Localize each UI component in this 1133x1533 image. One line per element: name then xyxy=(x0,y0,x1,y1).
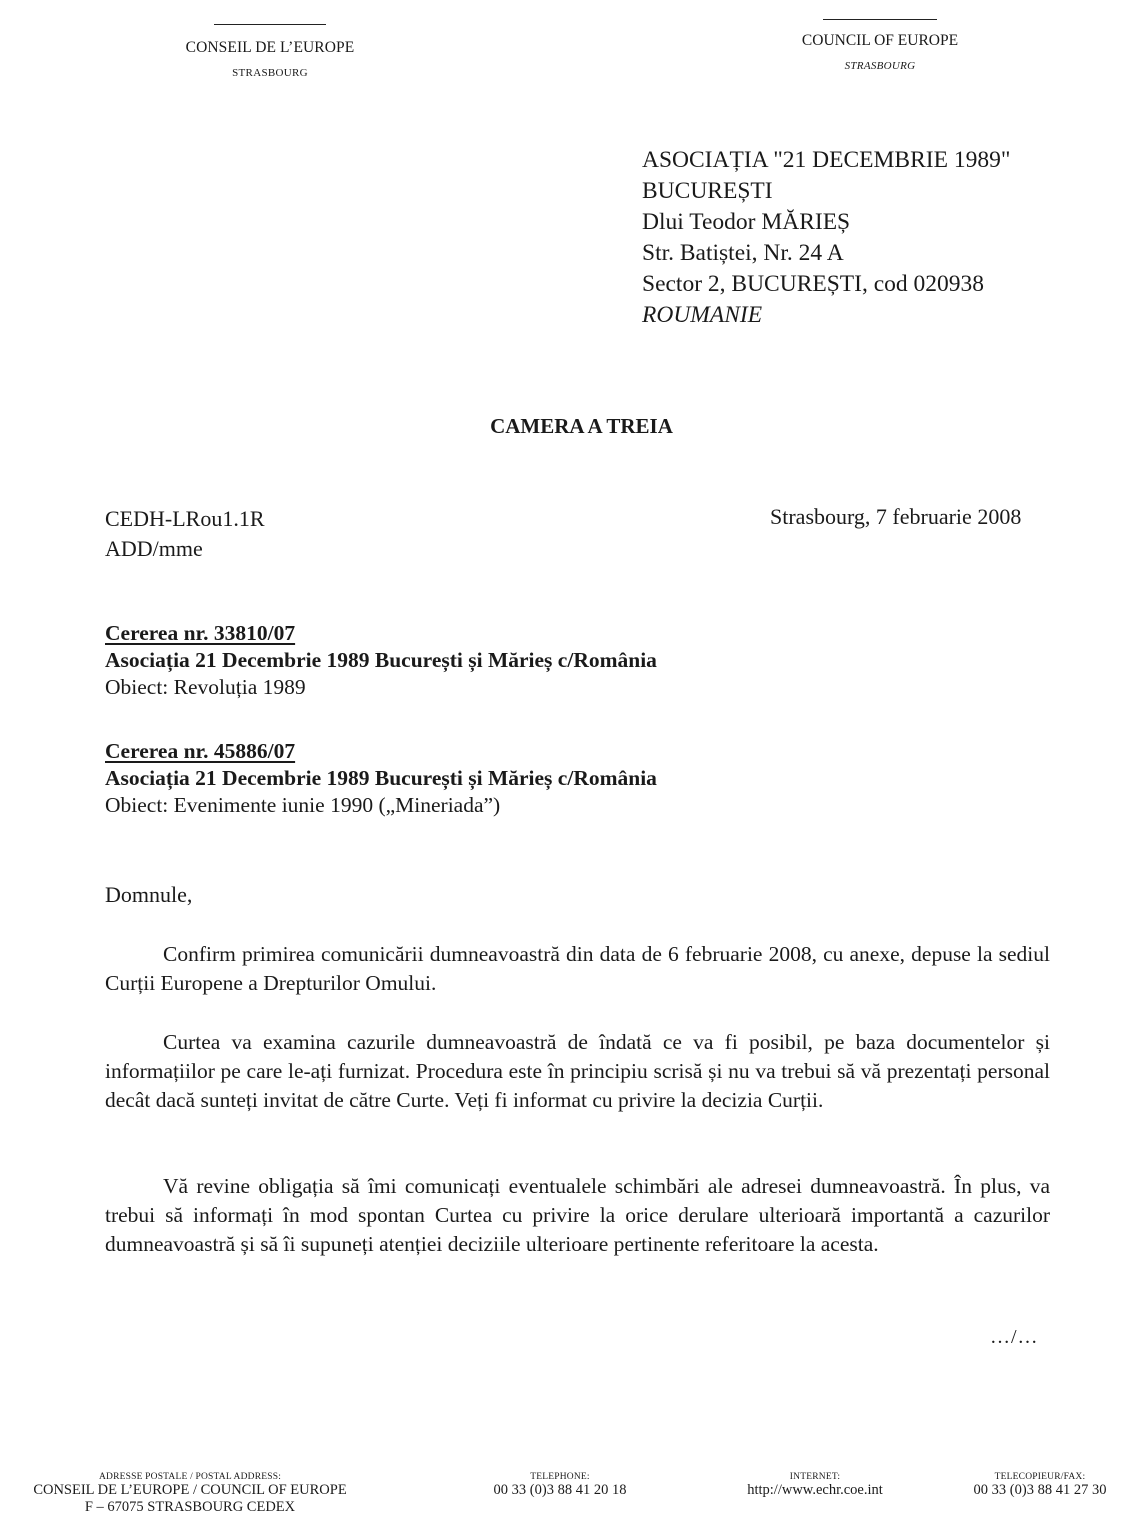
recipient-line: Dlui Teodor MĂRIEȘ xyxy=(642,209,851,235)
case-block xyxy=(105,620,657,701)
chamber-heading: CAMERA A TREIA xyxy=(490,414,673,438)
continuation-mark: …/… xyxy=(990,1326,1039,1348)
body-paragraph: Curtea va examina cazurile dumneavoastră de îndată ce va fi posibil, pe baza documentelor și informațiilor pe care le-ați furnizat. Procedura este în principiu scrisă și nu va trebui să vă prezentați personal decât dacă sunteți invitat de către Curte. Veți fi informat cu privire la decizia Curții. xyxy=(105,1030,1050,1112)
footer-postal-line: CONSEIL DE L’EUROPE / COUNCIL OF EUROPE xyxy=(33,1482,347,1498)
letterhead-city-fr: STRASBOURG xyxy=(232,67,308,79)
recipient-line: ASOCIAȚIA "21 DECEMBRIE 1989" xyxy=(642,147,1011,173)
case-subject: Obiect: Revoluția 1989 xyxy=(105,675,306,699)
reference-initials: ADD/mme xyxy=(105,536,203,561)
case-subject: Obiect: Evenimente iunie 1990 („Mineriada”) xyxy=(105,793,501,817)
footer-fax-value: 00 33 (0)3 88 41 27 30 xyxy=(973,1482,1107,1498)
letterhead-org-name-en: COUNCIL OF EUROPE xyxy=(801,32,959,49)
case-parties: Asociația 21 Decembrie 1989 București și Mărieș c/România xyxy=(105,766,657,790)
footer-internet-link[interactable]: http://www.echr.coe.int xyxy=(747,1482,883,1498)
footer-telephone-label: TELEPHONE: xyxy=(530,1472,590,1482)
footer-fax xyxy=(950,1472,1130,1499)
body-paragraph: Vă revine obligația să îmi comunicați eventualele schimbări ale adresei dumneavoastră. În plus, va trebui să informați în mod spontan Curtea cu privire la orice derulare ulterioară importantă a cazurilor dumneavoastră și să îi supuneți atenției deciziile ulterioare pertinente referitoare la acesta. xyxy=(105,1174,1050,1256)
recipient-line: Str. Batiștei, Nr. 24 A xyxy=(642,240,844,266)
letterhead-french xyxy=(150,24,390,79)
letterhead-rule xyxy=(214,24,326,25)
body-paragraph: Confirm primirea comunicării dumneavoastră din data de 6 februarie 2008, cu anexe, depuse la sediul Curții Europene a Drepturilor Omului. xyxy=(105,942,1050,995)
recipient-line: Sector 2, BUCUREȘTI, cod 020938 xyxy=(642,271,985,297)
case-parties: Asociația 21 Decembrie 1989 București și Mărieș c/România xyxy=(105,648,657,672)
letterhead-rule xyxy=(823,19,937,20)
footer-postal-label: ADRESSE POSTALE / POSTAL ADDRESS: xyxy=(98,1472,282,1482)
letterhead-english xyxy=(770,19,990,72)
reference-block xyxy=(105,504,265,564)
recipient-address xyxy=(642,145,1010,331)
footer-postal-address xyxy=(0,1472,380,1516)
salutation: Domnule, xyxy=(105,882,193,907)
footer-telephone xyxy=(460,1472,660,1499)
letter-date: Strasbourg, 7 februarie 2008 xyxy=(770,504,1022,529)
letterhead-org-name-fr: CONSEIL DE L’EUROPE xyxy=(185,39,355,56)
footer-internet xyxy=(720,1472,910,1499)
footer-postal-line: F – 67075 STRASBOURG CEDEX xyxy=(84,1499,296,1515)
case-number: Cererea nr. 33810/07 xyxy=(105,621,296,645)
footer-fax-label: TELECOPIEUR/FAX: xyxy=(994,1472,1086,1482)
case-block xyxy=(105,738,657,819)
letterhead-city-en: STRASBOURG xyxy=(844,60,916,72)
recipient-country: ROUMANIE xyxy=(642,302,763,328)
reference-code: CEDH-LRou1.1R xyxy=(105,506,265,531)
footer-internet-label: INTERNET: xyxy=(789,1472,841,1482)
case-number: Cererea nr. 45886/07 xyxy=(105,739,296,763)
recipient-line: BUCUREȘTI xyxy=(642,178,773,204)
footer-telephone-value: 00 33 (0)3 88 41 20 18 xyxy=(493,1482,627,1498)
